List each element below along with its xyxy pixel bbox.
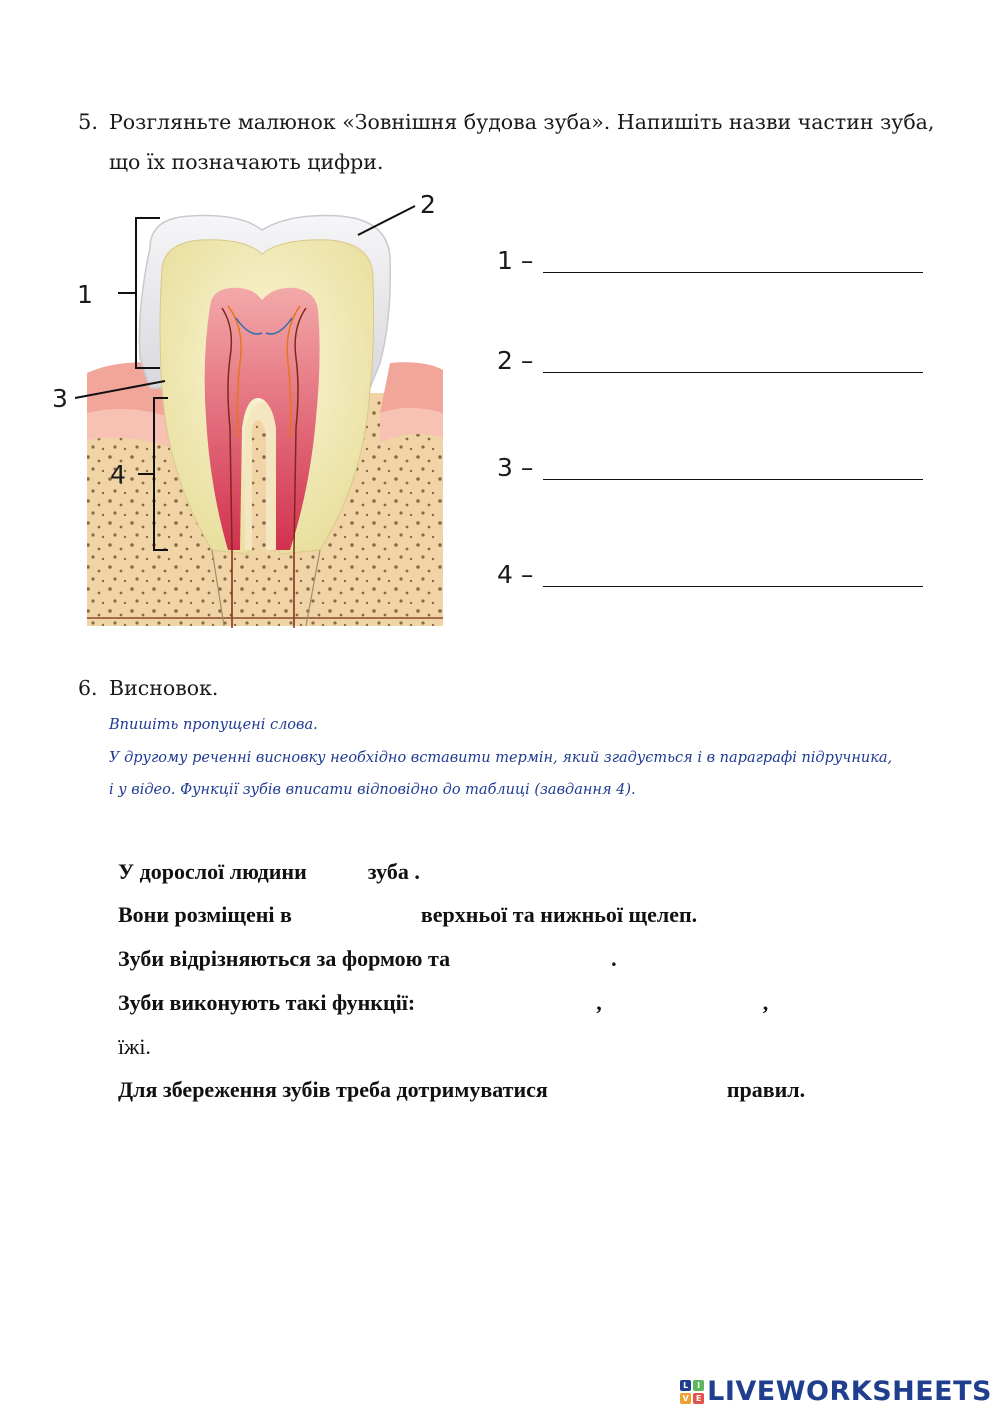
conclusion-sentence-1 [118,859,420,887]
figure-label-3: 3 [52,384,68,413]
task-6-hint-2: У другому реченні висновку необхідно вставити термін, який згадується і в параграфі підручника, [109,750,893,766]
tooth-diagram [40,188,450,633]
answer-label: 3 – [497,453,534,482]
answer-input-1[interactable] [543,272,923,273]
blank-hygiene[interactable] [553,1079,721,1105]
answer-row-2 [497,346,533,375]
blank-function-2[interactable] [607,992,757,1018]
sentence-text: , [762,990,769,1015]
answer-row-1 [497,246,533,275]
logo-cell: I [693,1380,704,1391]
gum-right [380,362,443,413]
task-6-hint-1: Впишіть пропущені слова. [109,717,318,733]
sentence-text: Зуби відрізняються за формою та [118,946,451,971]
tooth-diagram-svg [40,188,450,633]
answer-row-4 [497,560,533,589]
sentence-text: їжі. [118,1034,151,1059]
answer-label: 1 – [497,246,534,275]
logo-text: LIVEWORKSHEETS [707,1376,992,1407]
conclusion-sentence-6 [118,1077,805,1105]
figure-label-4: 4 [110,460,126,489]
blank-function-1[interactable] [421,992,591,1018]
sentence-text: Для збереження зубів треба дотримуватися [118,1077,548,1102]
logo-cell: V [680,1393,691,1404]
answer-input-4[interactable] [543,586,923,587]
sentence-text: Зуби виконують такі функції: [118,990,416,1015]
logo-grid-icon [680,1380,704,1404]
task-5-number: 5. [78,110,99,134]
answer-label: 2 – [497,346,534,375]
task-5-line-1: Розгляньте малюнок «Зовнішня будова зуба». Напишіть назви частин зуба, [109,110,935,134]
sentence-text: , [596,990,602,1015]
conclusion-sentence-5 [118,1034,151,1060]
blank-location[interactable] [297,904,415,930]
sentence-text: . [611,946,617,971]
answer-input-3[interactable] [543,479,923,480]
figure-label-1: 1 [77,280,93,309]
task-6-hint-3: і у відео. Функції зубів вписати відповідно до таблиці (завдання 4). [109,782,636,798]
logo-cell: L [680,1380,691,1391]
blank-difference[interactable] [456,948,606,974]
answer-input-2[interactable] [543,372,923,373]
task-6-title: Висновок. [109,676,219,700]
answer-row-3 [497,453,533,482]
conclusion-sentence-3 [118,946,617,974]
liveworksheets-logo[interactable] [680,1376,992,1407]
leader-2 [358,206,415,235]
sentence-text: правил. [726,1077,806,1102]
answer-label: 4 – [497,560,534,589]
conclusion-sentence-2 [118,902,697,930]
task-6-number: 6. [78,676,98,700]
figure-label-2: 2 [420,190,436,219]
sentence-text: зуба . [367,859,420,884]
task-5-line-2: що їх позначають цифри. [109,150,384,174]
sentence-text: верхньої та нижньої щелеп. [420,902,698,927]
blank-tooth-count[interactable] [312,861,362,887]
sentence-text: Вони розміщені в [118,902,292,927]
conclusion-sentence-4 [118,990,768,1018]
sentence-text: У дорослої людини [118,859,307,884]
logo-cell: E [693,1393,704,1404]
